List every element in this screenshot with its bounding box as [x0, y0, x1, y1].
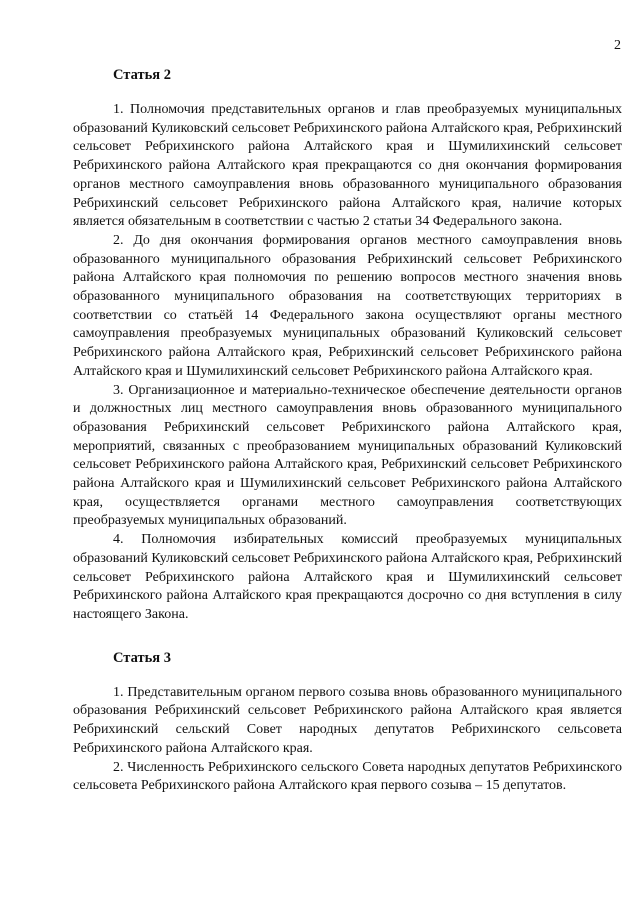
article-heading: Статья 2 [113, 67, 171, 83]
article-2-paragraph-2: 2. До дня окончания формирования органов местного самоуправления вновь образованного муниципального образования Ребрихинский сельсовет Ребрихинского района Алтайского края полномочия по решению вопросов местного значения вновь образованного муниципального образования на соответствующих территориях в соответствии со статьёй 14 Федерального закона осуществляют органы местного самоуправления преобразуемых муниципальных образований Куликовский сельсовет Ребрихинского района Алтайского края, Ребрихинский сельсовет Ребрихинского района Алтайского края и Шумилихинский сельсовет Ребрихинского района Алтайского края. [73, 232, 622, 379]
article-heading: Статья 3 [113, 649, 171, 666]
article-2-paragraph-1: 1. Полномочия представительных органов и глав преобразуемых муниципальных образований Куликовский сельсовет Ребрихинского района Алтайского края, Ребрихинский сельсовет Ребрихинского района Алтайского края и Шумилихинский сельсовет Ребрихинского района Алтайского края прекращаются со дня окончания формирования органов местного самоуправления вновь образованного муниципального образования Ребрихинский сельсовет Ребрихинского района Алтайского края, наличие которых является обязательным в соответствии с частью 2 статьи 34 Федерального закона. [73, 102, 622, 230]
page-number: 2 [614, 38, 621, 53]
article-3-paragraph-2: 2. Численность Ребрихинского сельского Совета народных депутатов Ребрихинского сельсовета Ребрихинского района Алтайского края первого созыва – 15 депутатов. [73, 759, 622, 794]
article-2-paragraph-3: 3. Организационное и материально-техническое обеспечение деятельности органов и должностных лиц местного самоуправления вновь образованного муниципального образования Ребрихинский сельсовет Ребрихинского района Алтайского края, мероприятий, связанных с преобразованием муниципальных образований Куликовский сельсовет Ребрихинского района Алтайского края, Ребрихинский сельсовет Ребрихинского района Алтайского края и Шумилихинский сельсовет Ребрихинского района Алтайского края, осуществляется органами местного самоуправления соответствующих преобразуемых муниципальных образований. [73, 382, 622, 529]
article-2-paragraph-4: 4. Полномочия избирательных комиссий преобразуемых муниципальных образований Куликовский сельсовет Ребрихинского района Алтайского края, Ребрихинский сельсовет Ребрихинского района Алтайского края и Шумилихинский сельсовет Ребрихинского района Алтайского края прекращаются досрочно со дня вступления в силу настоящего Закона. [73, 532, 622, 622]
article-3 [73, 649, 622, 796]
article-3-paragraph-1: 1. Представительным органом первого созыва вновь образованного муниципального образования Ребрихинский сельсовет Ребрихинского района Алтайского края является Ребрихинский сельский Совет народных депутатов Ребрихинского сельсовета Ребрихинского района Алтайского края. [73, 684, 622, 756]
document-body [73, 66, 622, 796]
article-2 [73, 66, 622, 625]
